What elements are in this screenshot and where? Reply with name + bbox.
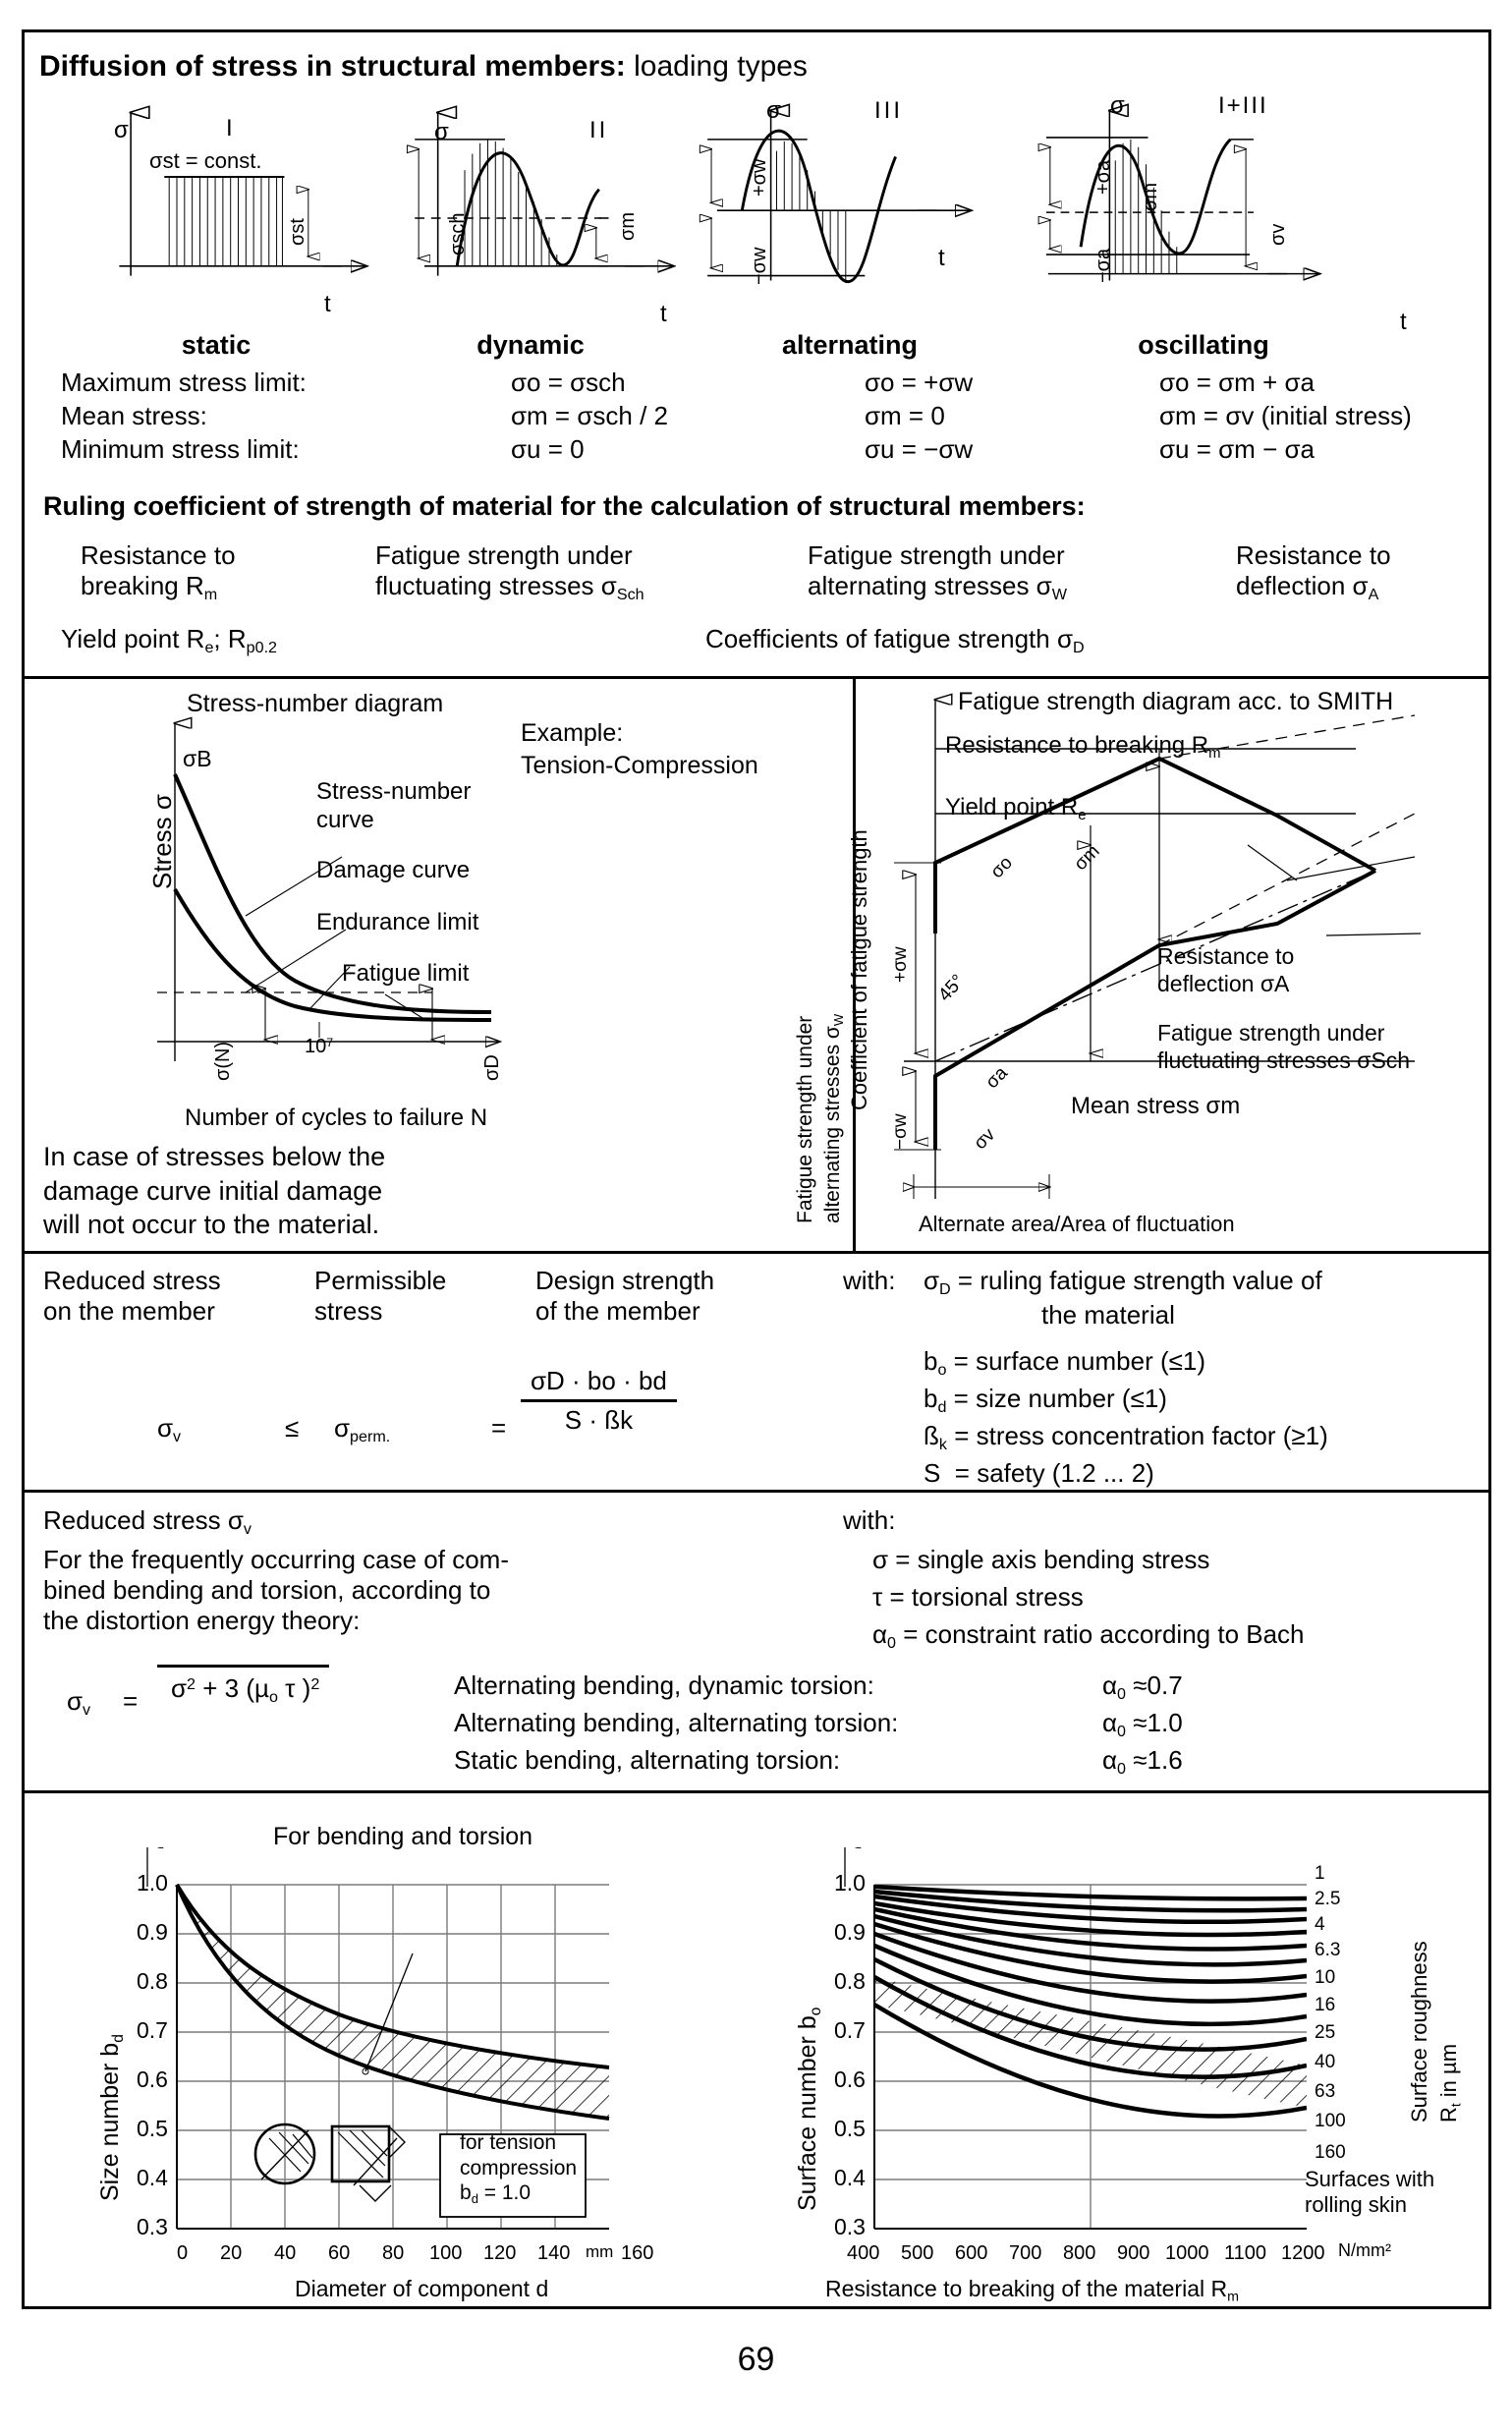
reduced-stress-symbol: $\sigma_v$ xyxy=(157,1413,182,1446)
loading-type-alternating: alternating xyxy=(781,330,919,360)
chart1-xtick-7: 140 xyxy=(537,2242,571,2264)
chart2-ytick-1: 0.9 xyxy=(834,1919,866,1945)
ruling-item-4 xyxy=(1236,540,1391,604)
formula-equals: = xyxy=(123,1686,139,1716)
chart2-ytick-2: 0.8 xyxy=(834,1968,866,1994)
diagram-1-note: σst = const. xyxy=(149,148,262,173)
damage-note-l3: will not occur to the material. xyxy=(43,1210,380,1240)
chart2-note-l2: rolling skin xyxy=(1305,2192,1407,2218)
smith-y-axis-inner: Coefficient of fatigue strength xyxy=(847,829,871,1110)
chart1-xtick-5: 100 xyxy=(429,2242,463,2264)
chart1-xtick-1: 20 xyxy=(220,2242,243,2264)
ruling-item-2-line1: Fatigue strength under xyxy=(375,540,633,570)
formula-sigma-v: $\sigma_v$ xyxy=(67,1686,91,1720)
chart1-ytick-3: 0.7 xyxy=(137,2017,168,2043)
chart1-ytick-6: 0.4 xyxy=(137,2165,168,2190)
diagram-4-vlabel3: σv xyxy=(1267,223,1289,246)
diagram-2-roman: II xyxy=(589,117,609,143)
fraction-denominator: S · ßk xyxy=(564,1405,634,1435)
case-1-text: Alternating bending, dynamic torsion: xyxy=(454,1670,874,1700)
case-3-text: Static bending, alternating torsion: xyxy=(454,1745,841,1775)
rule-3 xyxy=(22,1490,1491,1493)
diagram-3-t-axis: t xyxy=(938,245,945,271)
with-label-s5: with: xyxy=(843,1505,896,1535)
cell-oscillating-mean: σm = σv (initial stress) xyxy=(1159,401,1412,430)
with-label-s4: with: xyxy=(843,1266,896,1295)
chart1-ytick-5: 0.5 xyxy=(137,2116,168,2141)
stress-number-x-axis-label: Number of cycles to failure N xyxy=(185,1104,488,1131)
chart2-xtick-3: 700 xyxy=(1009,2242,1042,2264)
chart2-xtick-0: 400 xyxy=(847,2242,880,2264)
def-sigma-d: $\sigma_D$ = ruling fatigue strength value of the material xyxy=(924,1266,1322,1330)
example-line-1: Example: xyxy=(521,719,624,747)
smith-angle-label: 45° xyxy=(934,970,970,1006)
chart2-legend-4: 10 xyxy=(1315,1967,1336,1988)
chart2-legend-6: 25 xyxy=(1315,2022,1336,2043)
case-2-text: Alternating bending, alternating torsion: xyxy=(454,1708,899,1737)
ruling-item-2 xyxy=(375,540,644,604)
case-1-value: $\alpha_0 \approx 0.7$ xyxy=(1102,1670,1183,1704)
diagram-2-vlabel: σsch xyxy=(447,212,469,255)
chart2-right-axis-l1: Surface roughness xyxy=(1407,1941,1431,2123)
reduced-stress-heading: Reduced stress $\sigma_v$ xyxy=(43,1505,252,1539)
yield-point-line: Yield point $R_e$; $R_{p0.2}$ xyxy=(61,624,278,657)
diagram-1-roman: I xyxy=(226,115,236,142)
row-label-mean-stress: Mean stress: xyxy=(61,401,207,430)
cell-alternating-min: σu = −σw xyxy=(865,434,974,464)
ruling-item-1-line1: Resistance to xyxy=(81,540,236,570)
chart2-xtick-6: 1000 xyxy=(1165,2242,1209,2264)
rule-4 xyxy=(22,1790,1491,1793)
chart2-rolling-skin-note xyxy=(1305,2167,1434,2219)
diagram-4-sigma-axis: σ xyxy=(1110,92,1125,119)
cell-oscillating-max: σo = σm + σa xyxy=(1159,368,1315,397)
row-label-min-stress: Minimum stress limit: xyxy=(61,434,300,464)
diagram-2-vlabel2: σm xyxy=(617,211,639,241)
chart1-xtick-4: 80 xyxy=(382,2242,405,2264)
diagram-1-t-axis: t xyxy=(324,291,331,317)
col-design-strength xyxy=(535,1266,714,1327)
diagram-1-vlabel: σst xyxy=(287,218,308,246)
s5-line3: the distortion energy theory: xyxy=(43,1606,361,1636)
chart2-legend-5: 16 xyxy=(1315,1995,1336,2015)
chart1-title: For bending and torsion xyxy=(273,1823,533,1850)
chart2-xtick-4: 800 xyxy=(1063,2242,1096,2264)
chart1-x-label: Diameter of component d xyxy=(295,2276,549,2301)
smith-resistance-breaking-label: Resistance to breaking $R_m$ xyxy=(945,732,1221,762)
reduced-stress-lines xyxy=(43,1545,509,1637)
diagram-4-vlabel2: σm xyxy=(1140,182,1161,211)
chart2-legend-3: 6.3 xyxy=(1315,1940,1341,1960)
diagram-2-t-axis: t xyxy=(660,301,667,327)
chart1-y-label: Size number $b_d$ xyxy=(96,2034,127,2201)
chart2-legend-10: 160 xyxy=(1315,2142,1346,2163)
smith-fluctuating-label: Fatigue strength under fluctuating stresses σSch xyxy=(1157,1020,1411,1073)
smith-dim-sigma-m: σm xyxy=(1070,840,1104,876)
def-s: S = safety (1.2 ... 2) xyxy=(924,1458,1154,1488)
smith-dim-sigma-o: σo xyxy=(986,852,1017,883)
chart2-y-label: Surface number $b_o$ xyxy=(794,2007,824,2211)
chart2-xtick-5: 900 xyxy=(1117,2242,1150,2264)
chart1-ytick-1: 0.9 xyxy=(137,1919,168,1945)
ruling-item-3 xyxy=(808,540,1067,604)
s5-line2: bined bending and torsion, according to xyxy=(43,1575,491,1606)
smith-resistance-deflection-label: Resistance to deflection σA xyxy=(1157,943,1295,996)
chart1-annotation xyxy=(460,2130,577,2207)
chart1-annot-l1: for tension xyxy=(460,2131,557,2154)
equals-1: ≤ xyxy=(285,1413,300,1443)
ruling-item-4-line1: Resistance to xyxy=(1236,540,1391,570)
coefficients-fatigue-line: Coefficients of fatigue strength $\sigma_D$ xyxy=(705,624,1085,657)
loading-type-dynamic: dynamic xyxy=(476,330,585,360)
rule-1 xyxy=(22,676,1491,679)
col-reduced-stress xyxy=(43,1266,221,1327)
damage-note-l2: damage curve initial damage xyxy=(43,1175,383,1206)
smith-y-axis-outer-l1: Fatigue strength under xyxy=(794,1015,816,1223)
stress-number-diagram-title: Stress-number diagram xyxy=(187,690,444,717)
chart2-legend-9: 100 xyxy=(1315,2111,1346,2131)
fraction-numerator: σD · bo · bd xyxy=(521,1366,677,1402)
def-alpha0: $\alpha_0$ = constraint ratio according to Bach xyxy=(872,1619,1305,1653)
col3-line1: Design strength xyxy=(535,1266,715,1295)
ruling-item-3-line1: Fatigue strength under xyxy=(808,540,1065,570)
page-number: 69 xyxy=(737,2341,775,2378)
damage-note-l1: In case of stresses below the xyxy=(43,1142,386,1171)
equals-2: = xyxy=(491,1413,507,1443)
def-sigma-bending: σ = single axis bending stress xyxy=(872,1545,1210,1574)
smith-bottom-caption: Alternate area/Area of fluctuation xyxy=(919,1212,1235,1236)
chart2-xtick-2: 600 xyxy=(955,2242,988,2264)
smith-y-axis-outer-l2: alternating stresses $\sigma_W$ xyxy=(821,1013,847,1223)
col1-line1: Reduced stress xyxy=(43,1266,221,1295)
def-beta-k: $ß_k$ = stress concentration factor (≥1) xyxy=(924,1421,1328,1454)
smith-dim-plus-sigma-w: +σw xyxy=(890,946,911,983)
chart2-note-l1: Surfaces with xyxy=(1305,2167,1435,2191)
chart1-xtick-2: 40 xyxy=(274,2242,297,2264)
col1-line2: on the member xyxy=(43,1296,215,1327)
col2-line1: Permissible xyxy=(314,1266,447,1295)
chart2-legend-1: 2.5 xyxy=(1315,1889,1341,1909)
chart2-ytick-5: 0.5 xyxy=(834,2116,866,2141)
damage-note xyxy=(43,1140,385,1242)
cell-alternating-mean: σm = 0 xyxy=(865,401,945,430)
col2-line2: stress xyxy=(314,1296,383,1327)
diagram-4-t-axis: t xyxy=(1400,309,1407,335)
chart1-ytick-0: 1.0 xyxy=(137,1870,168,1896)
smith-x-axis-label: Mean stress σm xyxy=(1071,1093,1241,1119)
chart1-ytick-4: 0.6 xyxy=(137,2066,168,2092)
sigma-n-label: σ(N) xyxy=(212,1041,234,1081)
chart2-xtick-1: 500 xyxy=(901,2242,934,2264)
diagram-3-vlabel: +σw xyxy=(749,158,770,197)
ruling-item-3-line2: alternating stresses $\sigma_W$ xyxy=(808,570,1067,603)
ruling-item-4-line2: deflection $\sigma_A$ xyxy=(1236,570,1379,603)
chart2-xtick-8: 1200 xyxy=(1281,2242,1325,2264)
diagram-1-sigma-axis: σ xyxy=(114,117,129,143)
chart2-ytick-4: 0.6 xyxy=(834,2066,866,2092)
diagram-4-vlabel: +σa xyxy=(1092,159,1114,195)
cell-dynamic-mean: σm = σsch / 2 xyxy=(511,401,668,430)
ruling-item-2-line2: fluctuating stresses $\sigma_{Sch}$ xyxy=(375,570,644,603)
cell-dynamic-min: σu = 0 xyxy=(511,434,585,464)
chart1-xtick-6: 120 xyxy=(483,2242,517,2264)
smith-dim-sigma-a: σa xyxy=(981,1062,1012,1094)
chart2-x-label: Resistance to breaking of the material $R_m$ xyxy=(825,2276,1239,2305)
diagram-4-vlabel4: −σa xyxy=(1092,248,1114,283)
chart1-ytick-2: 0.8 xyxy=(137,1968,168,1994)
smith-yield-point-label: Yield point $R_e$ xyxy=(945,794,1087,823)
row-label-max-stress: Maximum stress limit: xyxy=(61,368,307,397)
smith-dim-sigma-v: σv xyxy=(970,1124,1000,1155)
cell-alternating-max: σo = +σw xyxy=(865,368,974,397)
rule-2 xyxy=(22,1251,1491,1254)
ruling-item-1-line2: breaking $R_m$ xyxy=(81,570,218,603)
chart2-ytick-3: 0.7 xyxy=(834,2017,866,2043)
callout-endurance-limit: Endurance limit xyxy=(316,909,479,935)
diagram-3-sigma-axis: σ xyxy=(766,97,781,124)
chart2-xunit: N/mm² xyxy=(1338,2240,1391,2260)
chart2-ytick-0: 1.0 xyxy=(834,1870,866,1896)
design-strength-fraction xyxy=(521,1366,677,1436)
chart2-legend-7: 40 xyxy=(1315,2052,1336,2072)
smith-diagram-title: Fatigue strength diagram acc. to SMITH xyxy=(958,688,1394,715)
diagram-4-roman: I+III xyxy=(1218,92,1268,119)
def-tau: τ = torsional stress xyxy=(872,1582,1084,1612)
chart2-ytick-6: 0.4 xyxy=(834,2165,866,2190)
diagram-3-roman: III xyxy=(874,97,904,124)
case-2-value: $\alpha_0 \approx 1.0$ xyxy=(1102,1708,1183,1741)
col3-line2: of the member xyxy=(535,1296,700,1327)
chart1-xtick-3: 60 xyxy=(328,2242,351,2264)
cell-dynamic-max: σo = σsch xyxy=(511,368,626,397)
cycles-marker: $10^7$ xyxy=(305,1036,334,1058)
chart2-legend-8: 63 xyxy=(1315,2081,1336,2102)
sigma-d-label: σD xyxy=(481,1054,503,1081)
callout-damage-curve: Damage curve xyxy=(316,857,471,883)
stress-number-y-axis-label: Stress σ xyxy=(147,794,177,889)
col-permissible-stress xyxy=(314,1266,446,1327)
chart1-ytick-7: 0.3 xyxy=(137,2214,168,2239)
chart1-xtick-8: 160 xyxy=(621,2242,654,2264)
example-block xyxy=(521,717,758,781)
page-title xyxy=(39,51,808,83)
cell-oscillating-min: σu = σm − σa xyxy=(1159,434,1315,464)
sigma-b-label: σB xyxy=(183,746,212,771)
formula-radicand: $\sigma^2 + 3$ (µ$_o$ τ )$^2$ xyxy=(157,1665,329,1708)
chart2-legend-0: 1 xyxy=(1315,1863,1325,1884)
chart2-right-axis-l2: $R_t$ in µm xyxy=(1436,2043,1464,2123)
smith-dim-minus-sigma-w: −σw xyxy=(890,1113,911,1150)
chart1-xtick-0: 0 xyxy=(177,2242,189,2264)
diagram-3-vlabel2: −σw xyxy=(749,247,770,285)
chart2-legend-2: 4 xyxy=(1315,1914,1325,1935)
diagram-2-sigma-axis: σ xyxy=(434,119,449,145)
loading-type-oscillating: oscillating xyxy=(1138,330,1269,360)
permissible-stress-symbol: $\sigma_{perm.}$ xyxy=(334,1413,391,1446)
chart2-ytick-7: 0.3 xyxy=(834,2214,866,2239)
ruling-coefficient-heading: Ruling coefficient of strength of material for the calculation of structural members: xyxy=(43,491,1086,521)
chart1-annot-l3: $b_d = 1.0$ xyxy=(460,2181,532,2207)
page-title-bold: Diffusion of stress in structural members: xyxy=(39,50,626,83)
example-line-2: Tension-Compression xyxy=(521,751,758,779)
chart1-annot-l2: compression xyxy=(460,2156,578,2179)
case-3-value: $\alpha_0 \approx 1.6$ xyxy=(1102,1745,1183,1779)
def-bd: $b_d$ = size number (≤1) xyxy=(924,1384,1167,1417)
loading-type-static: static xyxy=(181,330,252,360)
chart1-xunit: mm xyxy=(586,2242,614,2261)
callout-fatigue-limit: Fatigue limit xyxy=(342,960,470,987)
def-bo: $b_o$ = surface number (≤1) xyxy=(924,1346,1205,1380)
page-title-rest: loading types xyxy=(634,50,808,83)
callout-stress-number-curve: Stress-number curve xyxy=(316,778,472,833)
s5-line1: For the frequently occurring case of com- xyxy=(43,1545,509,1574)
ruling-item-1 xyxy=(81,540,236,604)
chart2-xtick-7: 1100 xyxy=(1224,2242,1267,2264)
